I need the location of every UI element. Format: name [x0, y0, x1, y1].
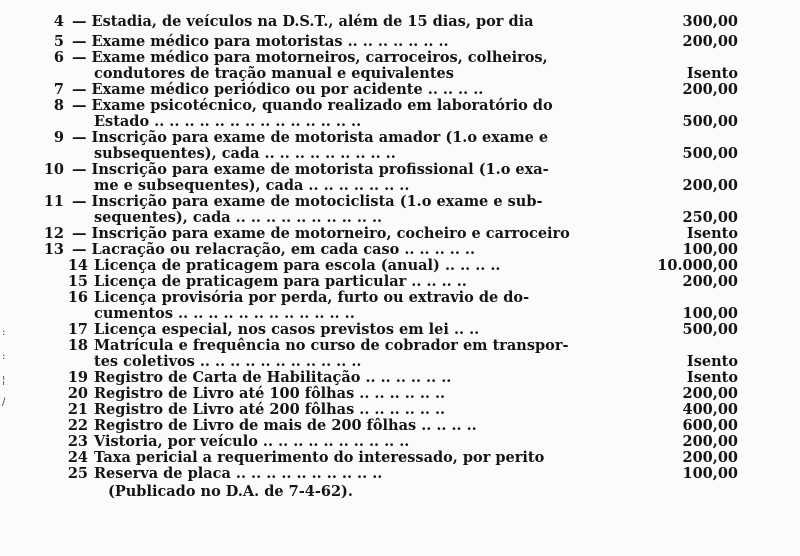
- item-description: — Exame médico para motoristas .. .. .. .. .. .. ..: [72, 33, 449, 50]
- item-number: 22: [67, 417, 88, 434]
- fee-item-row: [0, 322, 800, 337]
- fee-item-row: [0, 338, 800, 353]
- item-value: 500,00: [682, 321, 738, 338]
- fee-item-row: [0, 146, 800, 161]
- item-description: Taxa pericial a requerimento do interessado, por perito: [94, 449, 545, 466]
- item-description: — Exame médico periódico ou por acidente .. .. .. ..: [72, 81, 484, 98]
- item-value: 200,00: [682, 33, 738, 50]
- item-number: 5: [53, 33, 64, 50]
- item-value: 100,00: [682, 305, 738, 322]
- fee-item-row: [0, 450, 800, 465]
- margin-mark: ¦: [2, 375, 6, 386]
- fee-item-row: [0, 210, 800, 225]
- fee-item-row: [0, 434, 800, 449]
- item-description: Licença de praticagem para escola (anual) .. .. .. ..: [94, 257, 501, 274]
- item-value: 400,00: [682, 401, 738, 418]
- fee-item-row: [0, 258, 800, 273]
- fee-item-row: [0, 290, 800, 305]
- item-number: 14: [67, 257, 88, 274]
- fee-item-row: [0, 14, 800, 29]
- margin-mark: :: [2, 327, 6, 338]
- item-number: 10: [43, 161, 64, 178]
- item-description: — Inscrição para exame de motorista profissional (1.o exa-: [72, 161, 549, 178]
- item-value: 500,00: [682, 145, 738, 162]
- fee-item-row: [0, 50, 800, 65]
- item-description: — Exame psicotécnico, quando realizado em laboratório do: [72, 97, 553, 114]
- margin-mark: :: [2, 351, 6, 362]
- fee-item-row: [0, 194, 800, 209]
- item-description: me e subsequentes), cada .. .. .. .. .. .. ..: [94, 177, 410, 194]
- item-number: 15: [67, 273, 88, 290]
- fee-item-row: [0, 114, 800, 129]
- item-value: 600,00: [682, 417, 738, 434]
- item-value: 200,00: [682, 433, 738, 450]
- item-value: 100,00: [682, 241, 738, 258]
- item-value: 10.000,00: [657, 257, 738, 274]
- item-number: 12: [43, 225, 64, 242]
- item-value: Isento: [686, 353, 738, 370]
- item-description: — Inscrição para exame de motociclista (1.o exame e sub-: [72, 193, 543, 210]
- fee-item-row: [0, 98, 800, 113]
- item-value: 200,00: [682, 81, 738, 98]
- fee-item-row: [0, 402, 800, 417]
- item-number: 17: [67, 321, 88, 338]
- item-description: condutores de tração manual e equivalentes: [94, 65, 454, 82]
- item-number: 16: [67, 289, 88, 306]
- item-number: 18: [67, 337, 88, 354]
- item-number: 4: [53, 13, 64, 30]
- item-number: 7: [53, 81, 64, 98]
- item-number: 19: [67, 369, 88, 386]
- item-description: — Lacração ou relacração, em cada caso .. .. .. .. ..: [72, 241, 476, 258]
- item-description: — Inscrição para exame de motorista amador (1.o exame e: [72, 129, 549, 146]
- fee-item-row: [0, 274, 800, 289]
- item-number: 20: [67, 385, 88, 402]
- fee-item-row: [0, 178, 800, 193]
- item-number: 9: [53, 129, 64, 146]
- item-number: 23: [67, 433, 88, 450]
- fee-item-row: [0, 226, 800, 241]
- item-description: — Inscrição para exame de motorneiro, cocheiro e carroceiro: [72, 225, 570, 242]
- fee-item-row: [0, 306, 800, 321]
- item-description: Matrícula e frequência no curso de cobrador em transpor-: [94, 337, 569, 354]
- publication-note: (Publicado no D.A. de 7-4-62).: [108, 483, 353, 500]
- item-value: 200,00: [682, 449, 738, 466]
- item-description: Reserva de placa .. .. .. .. .. .. .. .. .. ..: [94, 465, 383, 482]
- fee-item-row: [0, 386, 800, 401]
- item-number: 21: [67, 401, 88, 418]
- item-value: 200,00: [682, 385, 738, 402]
- item-value: 200,00: [682, 177, 738, 194]
- item-value: Isento: [686, 369, 738, 386]
- item-value: 300,00: [682, 13, 738, 30]
- item-value: 100,00: [682, 465, 738, 482]
- item-description: Registro de Livro até 200 fôlhas .. .. .. .. .. ..: [94, 401, 446, 418]
- item-number: 25: [67, 465, 88, 482]
- item-description: sequentes), cada .. .. .. .. .. .. .. .. .. ..: [94, 209, 383, 226]
- item-description: Registro de Livro de mais de 200 fôlhas .. .. .. ..: [94, 417, 477, 434]
- item-description: Licença especial, nos casos previstos em lei .. ..: [94, 321, 480, 338]
- fee-item-row: [0, 130, 800, 145]
- item-value: Isento: [686, 65, 738, 82]
- fee-item-row: [0, 418, 800, 433]
- item-number: 24: [67, 449, 88, 466]
- item-description: tes coletivos .. .. .. .. .. .. .. .. .. .. ..: [94, 353, 362, 370]
- item-description: subsequentes), cada .. .. .. .. .. .. .. .. ..: [94, 145, 396, 162]
- item-description: Registro de Livro até 100 fôlhas .. .. .. .. .. ..: [94, 385, 446, 402]
- item-value: 250,00: [682, 209, 738, 226]
- item-description: — Exame médico para motorneiros, carroceiros, colheiros,: [72, 49, 548, 66]
- fee-item-row: [0, 242, 800, 257]
- item-number: 13: [43, 241, 64, 258]
- fee-item-row: [0, 34, 800, 49]
- item-description: Registro de Carta de Habilitação .. .. .. .. .. ..: [94, 369, 452, 386]
- item-value: 500,00: [682, 113, 738, 130]
- margin-mark: /: [2, 397, 6, 408]
- item-description: Licença de praticagem para particular .. .. .. ..: [94, 273, 467, 290]
- fee-item-row: [0, 370, 800, 385]
- item-number: 8: [53, 97, 64, 114]
- fee-item-row: [0, 162, 800, 177]
- item-description: Vistoria, por veículo .. .. .. .. .. .. .. .. .. ..: [94, 433, 410, 450]
- item-number: 11: [43, 193, 64, 210]
- item-value: 200,00: [682, 273, 738, 290]
- item-description: Licença provisória por perda, furto ou extravio de do-: [94, 289, 530, 306]
- item-description: — Estadia, de veículos na D.S.T., além de 15 dias, por dia: [72, 13, 534, 30]
- item-description: Estado .. .. .. .. .. .. .. .. .. .. .. .. .. ..: [94, 113, 362, 130]
- fee-item-row: [0, 82, 800, 97]
- item-description: cumentos .. .. .. .. .. .. .. .. .. .. .. ..: [94, 305, 355, 322]
- item-number: 6: [53, 49, 64, 66]
- fee-item-row: [0, 351, 800, 370]
- fee-item-row: [0, 466, 800, 481]
- item-value: Isento: [686, 225, 738, 242]
- fee-item-row: [0, 66, 800, 81]
